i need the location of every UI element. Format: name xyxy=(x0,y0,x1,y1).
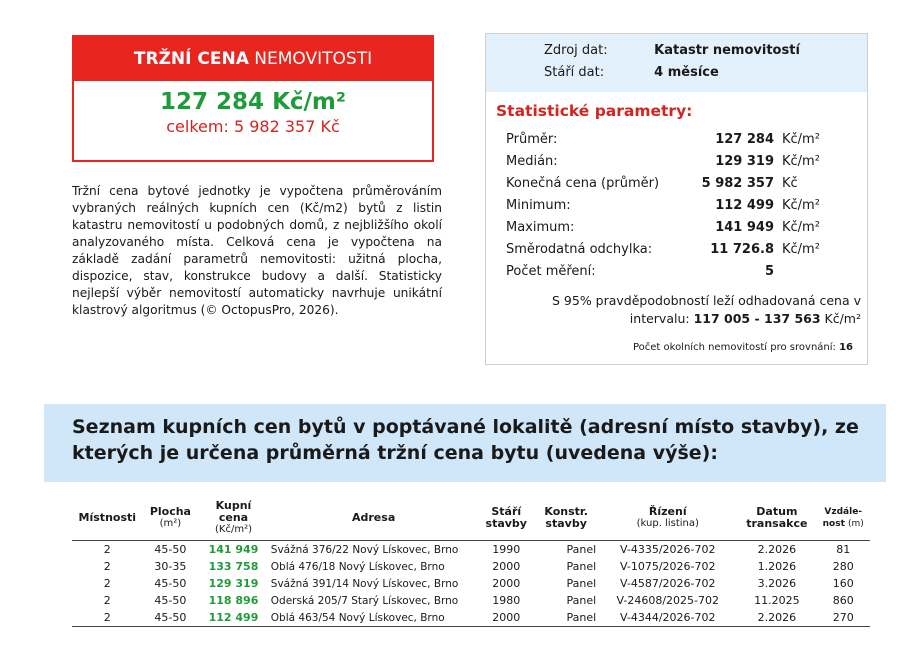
stat-row xyxy=(506,264,846,284)
source-value: Katastr nemovitostí xyxy=(654,43,800,58)
total-price: celkem: 5 982 357 Kč xyxy=(166,117,340,136)
data-age-value: 4 měsíce xyxy=(654,65,719,80)
source-label: Zdroj dat: xyxy=(544,43,608,58)
table-row xyxy=(72,558,870,575)
cell-proceedings: V-4335/2026-702 xyxy=(620,543,716,556)
cell-rooms: 2 xyxy=(103,543,111,556)
cell-price: 129 319 xyxy=(208,577,259,590)
col-building-age: Stáří stavby xyxy=(478,500,534,541)
cell-year: 2000 xyxy=(478,609,534,627)
col-transaction-date: Datum transakce xyxy=(737,500,816,541)
table-row xyxy=(72,575,870,592)
interval-label: intervalu: xyxy=(629,311,690,326)
stat-unit: Kč/m² xyxy=(782,242,820,257)
data-age-label: Stáří dat: xyxy=(544,65,605,80)
statistics-title: Statistické parametry: xyxy=(496,102,693,120)
cell-proceedings: V-4344/2026-702 xyxy=(598,609,737,627)
data-source-panel xyxy=(486,34,867,92)
cell-distance: 81 xyxy=(836,543,851,556)
stat-row xyxy=(506,198,846,218)
cell-area: 45-50 xyxy=(154,577,187,590)
stat-row xyxy=(506,176,846,196)
stat-row xyxy=(506,154,846,174)
nearby-value: 16 xyxy=(839,342,853,353)
cell-address: Oblá 476/18 Nový Lískovec, Brno xyxy=(270,560,445,573)
cell-rooms: 2 xyxy=(72,609,143,627)
cell-distance: 270 xyxy=(816,609,870,627)
cell-rooms: 2 xyxy=(103,594,111,607)
table-header-row xyxy=(72,500,870,541)
stat-unit: Kč/m² xyxy=(782,154,820,169)
cell-date: 11.2025 xyxy=(754,594,800,607)
cell-construction: Panel xyxy=(534,609,598,627)
sales-table xyxy=(72,500,870,627)
stat-label: Průměr: xyxy=(506,132,558,147)
stat-value: 5 xyxy=(764,264,774,279)
source-row xyxy=(544,43,800,58)
cell-date: 3.2026 xyxy=(757,577,797,590)
stat-label: Minimum: xyxy=(506,198,571,213)
cell-price: 141 949 xyxy=(208,543,259,556)
interval-range: 117 005 - 137 563 xyxy=(693,311,821,326)
unit-price: 127 284 Kč/m² xyxy=(160,89,346,115)
market-price-header xyxy=(74,37,432,81)
table-row xyxy=(72,609,870,627)
cell-construction: Panel xyxy=(566,594,597,607)
stat-value: 5 982 357 xyxy=(701,176,774,191)
table-row xyxy=(72,541,870,559)
nearby-label: Počet okolních nemovitostí pro srovnání: xyxy=(632,342,836,353)
cell-year: 1990 xyxy=(492,543,521,556)
cell-address: Oderská 205/7 Starý Lískovec, Brno xyxy=(270,594,459,607)
col-price: Kupní cena (Kč/m²) xyxy=(198,500,269,541)
cell-area: 45-50 xyxy=(154,543,187,556)
col-address: Adresa xyxy=(269,500,479,541)
cell-date: 2.2026 xyxy=(757,543,797,556)
stat-value: 127 284 xyxy=(715,132,774,147)
cell-address: Svážná 376/22 Nový Lískovec, Brno xyxy=(270,543,459,556)
cell-price: 133 758 xyxy=(208,560,259,573)
stat-label: Počet měření: xyxy=(506,264,596,279)
col-distance: Vzdále- nost (m) xyxy=(816,500,870,541)
stat-value: 141 949 xyxy=(715,220,774,235)
stat-unit: Kč/m² xyxy=(782,198,820,213)
cell-rooms: 2 xyxy=(103,560,111,573)
cell-year: 2000 xyxy=(492,560,521,573)
cell-construction: Panel xyxy=(566,543,597,556)
interval-text-line2 xyxy=(506,310,861,328)
stat-row xyxy=(506,132,846,152)
data-age-row xyxy=(544,65,719,80)
market-price-title-rest: NEMOVITOSTI xyxy=(254,49,373,69)
cell-address: Oblá 463/54 Nový Lískovec, Brno xyxy=(269,609,479,627)
stat-label: Maximum: xyxy=(506,220,575,235)
stat-label: Směrodatná odchylka: xyxy=(506,242,653,257)
table-row xyxy=(72,592,870,609)
stat-label: Konečná cena (průměr) xyxy=(506,176,660,191)
col-proceedings: Řízení (kup. listina) xyxy=(598,500,737,541)
cell-date: 2.2026 xyxy=(737,609,816,627)
stat-value: 11 726.8 xyxy=(710,242,774,257)
statistics-box xyxy=(485,33,868,365)
cell-rooms: 2 xyxy=(103,577,111,590)
stat-unit: Kč xyxy=(782,176,798,191)
cell-distance: 860 xyxy=(832,594,854,607)
cell-year: 1980 xyxy=(492,594,521,607)
cell-area: 45-50 xyxy=(154,594,187,607)
cell-area: 45-50 xyxy=(143,609,199,627)
stat-row xyxy=(506,242,846,262)
cell-area: 30-35 xyxy=(154,560,187,573)
stat-value: 129 319 xyxy=(715,154,774,169)
market-price-box xyxy=(72,35,434,162)
confidence-interval xyxy=(506,292,861,328)
stat-value: 112 499 xyxy=(715,198,774,213)
cell-date: 1.2026 xyxy=(757,560,797,573)
cell-address: Svážná 391/14 Nový Lískovec, Brno xyxy=(270,577,459,590)
nearby-count xyxy=(633,342,853,353)
listing-banner xyxy=(44,404,886,482)
interval-unit: Kč/m² xyxy=(824,311,861,326)
market-price-title-bold: TRŽNÍ CENA xyxy=(133,49,249,69)
interval-text-line1: S 95% pravděpodobností leží odhadovaná cena v xyxy=(552,293,861,308)
cell-distance: 160 xyxy=(832,577,854,590)
stat-unit: Kč/m² xyxy=(782,132,820,147)
stat-unit: Kč/m² xyxy=(782,220,820,235)
cell-proceedings: V-24608/2025-702 xyxy=(616,594,720,607)
col-construction: Konstr. stavby xyxy=(534,500,598,541)
cell-price: 112 499 xyxy=(198,609,269,627)
stat-label: Medián: xyxy=(506,154,558,169)
col-rooms: Místnosti xyxy=(72,500,143,541)
cell-proceedings: V-1075/2026-702 xyxy=(620,560,716,573)
cell-year: 2000 xyxy=(492,577,521,590)
stat-row xyxy=(506,220,846,240)
cell-construction: Panel xyxy=(566,577,597,590)
col-area: Plocha (m²) xyxy=(143,500,199,541)
cell-proceedings: V-4587/2026-702 xyxy=(620,577,716,590)
cell-distance: 280 xyxy=(832,560,854,573)
method-description: Tržní cena bytové jednotky je vypočtena průměrováním vybraných reálných kupních cen (Kč/m2) bytů z listin katastru nemovitostí u podobných domů, z nejbližšího okolí analyzovaného místa. Celková cena je vypočtena na základě zadání parametrů nemovitosti: užitná plocha, dispozice, stav, konstrukce budovy a další. Statisticky nejlepší výběr nemovitostí automaticky navrhuje unikátní klastrový algoritmus (© OctopusPro, 2026). xyxy=(72,184,442,317)
cell-construction: Panel xyxy=(566,560,597,573)
cell-price: 118 896 xyxy=(208,594,259,607)
listing-heading: Seznam kupních cen bytů v poptávané lokalitě (adresní místo stavby), ze kterých je určena průměrná tržní cena bytu (uvedena výše): xyxy=(72,416,859,464)
